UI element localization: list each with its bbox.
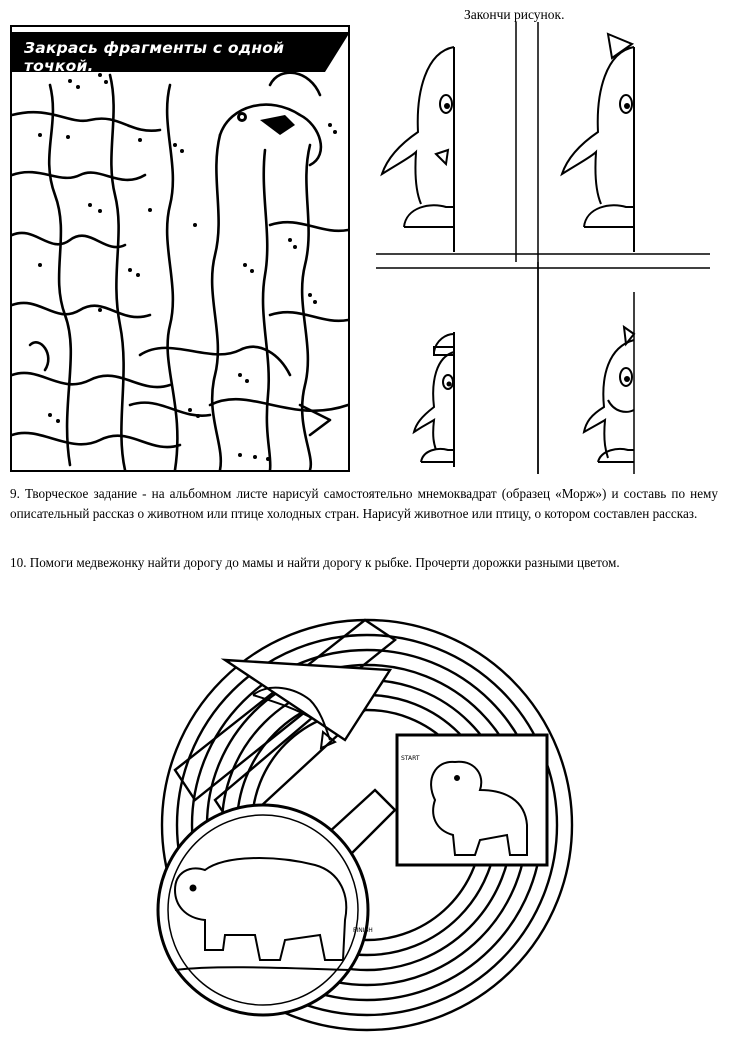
penguin-half-4	[584, 327, 634, 462]
task-10-text: 10. Помоги медвежонку найти дорогу до мамы и найти дорогу к рыбке. Прочерти дорожки разными цветом.	[10, 555, 620, 570]
penguin-half-2	[562, 34, 634, 252]
coloring-title-banner	[10, 32, 350, 75]
task-9-text: 9. Творческое задание - на альбомном листе нарисуй самостоятельно мнемоквадрат (образец «Морж») и составь по нему описательный рассказ о животном или птице холодных стран. Нарисуй животное или птицу, о котором составлен рассказ.	[10, 486, 718, 521]
bear-maze	[135, 600, 600, 1040]
finish-label: FINISH	[353, 927, 373, 934]
penguin-half-3	[414, 332, 454, 467]
coloring-title: Закрась фрагменты с одной точкой.	[24, 39, 285, 75]
finish-drawing-grid	[376, 22, 710, 474]
coloring-walrus-picture	[10, 25, 350, 472]
penguin-half-1	[382, 47, 454, 252]
finish-drawing-caption: Закончи рисунок.	[464, 7, 565, 22]
start-label: START	[401, 755, 420, 762]
